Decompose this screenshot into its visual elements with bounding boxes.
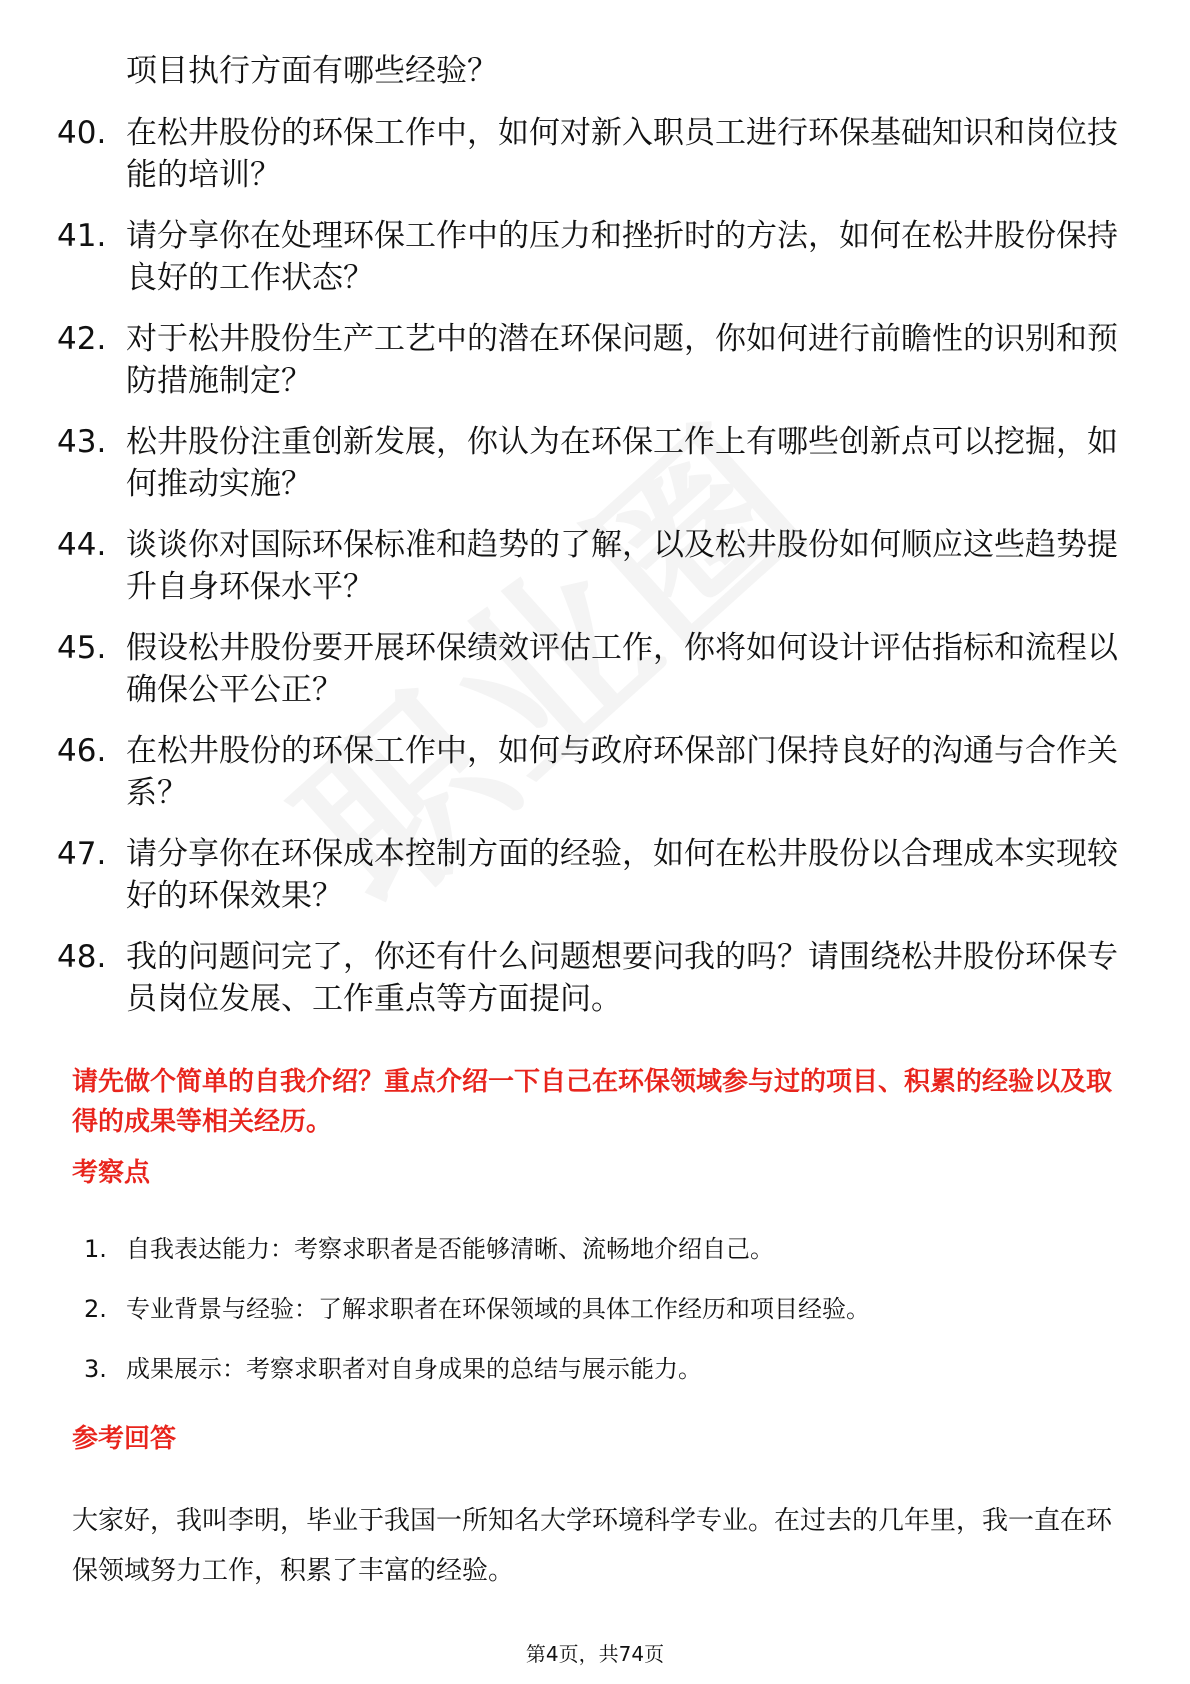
item-text: 专业背景与经验：了解求职者在环保领域的具体工作经历和项目经验。	[126, 1295, 870, 1323]
points-heading: 考察点	[72, 1158, 151, 1188]
list-item	[57, 730, 1137, 814]
list-item	[84, 1232, 870, 1266]
item-number: 42.	[57, 321, 107, 357]
list-item	[57, 318, 1137, 402]
points-list	[84, 1232, 870, 1412]
item-text: 在松井股份的环保工作中，如何对新入职员工进行环保基础知识和岗位技能的培训？	[126, 115, 1118, 193]
item-number: 40.	[57, 115, 107, 151]
item-text: 假设松井股份要开展环保绩效评估工作，你将如何设计评估指标和流程以确保公平公正？	[126, 630, 1118, 708]
item-text: 请分享你在处理环保工作中的压力和挫折时的方法，如何在松井股份保持良好的工作状态？	[126, 218, 1118, 296]
question-continuation: 项目执行方面有哪些经验？	[126, 53, 498, 89]
item-text: 我的问题问完了，你还有什么问题想要问我的吗？请围绕松井股份环保专员岗位发展、工作重点等方面提问。	[126, 939, 1118, 1017]
interview-prompt: 请先做个简单的自我介绍？重点介绍一下自己在环保领域参与过的项目、积累的经验以及取得的成果等相关经历。	[72, 1067, 1113, 1137]
item-text: 在松井股份的环保工作中，如何与政府环保部门保持良好的沟通与合作关系？	[126, 733, 1118, 811]
item-text: 对于松井股份生产工艺中的潜在环保问题，你如何进行前瞻性的识别和预防措施制定？	[126, 321, 1118, 399]
item-number: 47.	[57, 836, 107, 872]
item-number: 45.	[57, 630, 107, 666]
list-item	[57, 524, 1137, 608]
item-number: 46.	[57, 733, 107, 769]
list-item	[57, 112, 1137, 196]
item-number: 1.	[84, 1235, 107, 1263]
item-number: 48.	[57, 939, 107, 975]
item-number: 43.	[57, 424, 107, 460]
answer-paragraph: 大家好，我叫李明，毕业于我国一所知名大学环境科学专业。在过去的几年里，我一直在环保领域努力工作，积累了丰富的经验。	[72, 1506, 1113, 1586]
item-text: 请分享你在环保成本控制方面的经验，如何在松井股份以合理成本实现较好的环保效果？	[126, 836, 1118, 914]
item-number: 44.	[57, 527, 107, 563]
item-text: 松井股份注重创新发展，你认为在环保工作上有哪些创新点可以挖掘，如何推动实施？	[126, 424, 1118, 502]
page-footer: 第4页，共74页	[525, 1642, 665, 1666]
answer-heading: 参考回答	[72, 1424, 177, 1454]
list-item	[84, 1292, 870, 1326]
item-number: 3.	[84, 1355, 107, 1383]
item-number: 41.	[57, 218, 107, 254]
list-item	[57, 627, 1137, 711]
list-item	[57, 421, 1137, 505]
item-text: 谈谈你对国际环保标准和趋势的了解，以及松井股份如何顺应这些趋势提升自身环保水平？	[126, 527, 1118, 605]
item-text: 成果展示：考察求职者对自身成果的总结与展示能力。	[126, 1355, 702, 1383]
item-text: 自我表达能力：考察求职者是否能够清晰、流畅地介绍自己。	[126, 1235, 774, 1263]
list-item	[84, 1352, 870, 1386]
list-item	[57, 215, 1137, 299]
list-item	[57, 936, 1137, 1020]
list-item	[57, 833, 1137, 917]
item-number: 2.	[84, 1295, 107, 1323]
question-list	[57, 112, 1137, 1039]
